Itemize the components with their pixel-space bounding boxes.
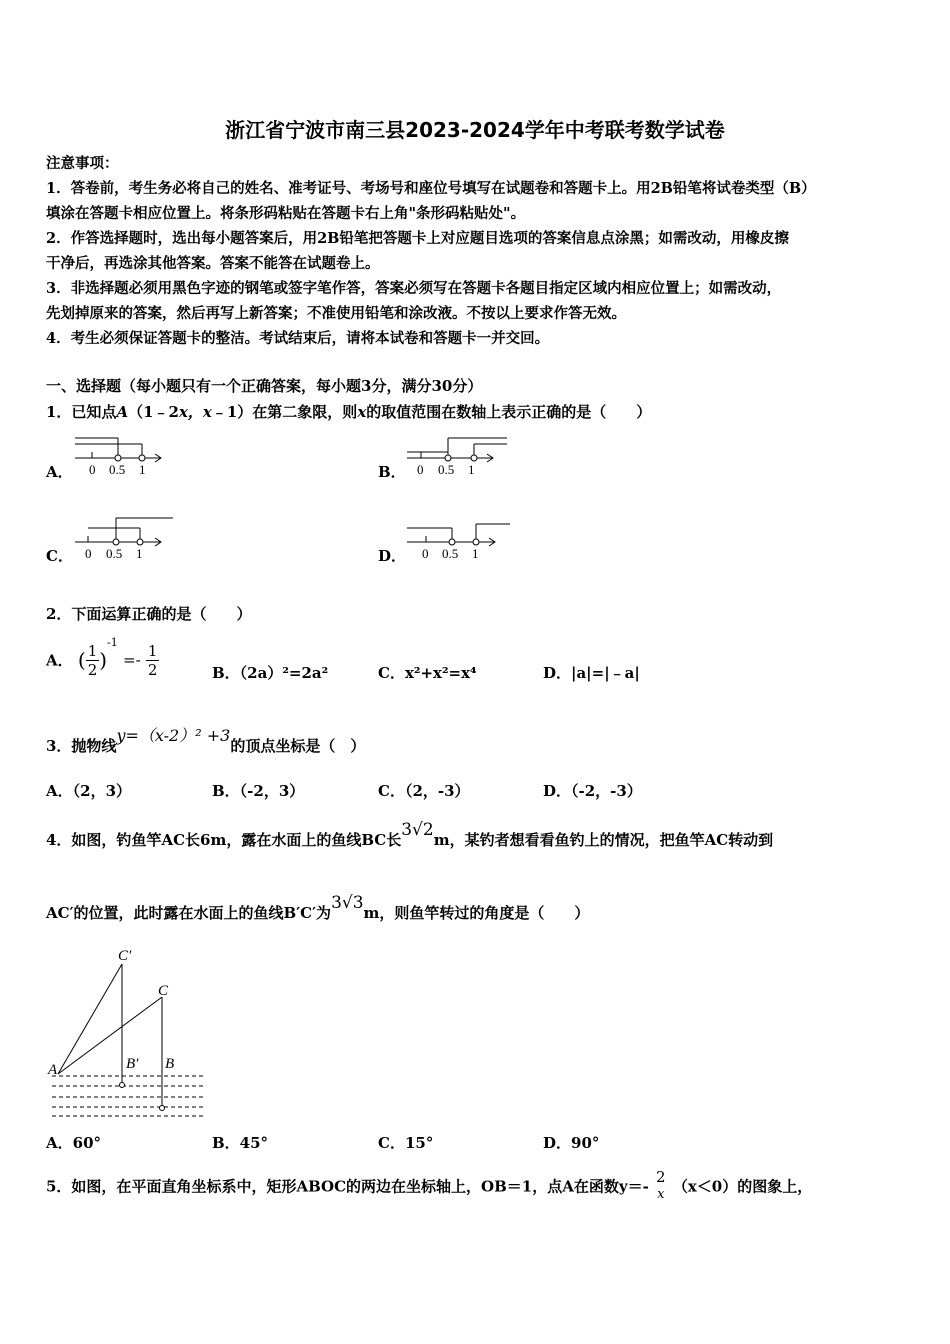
tick-05: 0.5 — [438, 462, 455, 477]
q5-stem — [46, 1168, 812, 1204]
q2-option-c: C．x²+x²=x⁴ — [378, 664, 477, 682]
q3-formula: y=（x-2）² +3 — [116, 726, 231, 745]
q3-option-a: A．（2，3） — [46, 782, 132, 800]
q1-option-a-label: A． — [46, 463, 73, 481]
q4-line1a: 4．如图，钓鱼竿AC长6m，露在水面上的鱼线BC长 — [46, 831, 402, 849]
q3-option-d: D．（-2，-3） — [543, 782, 642, 800]
q3-stem — [46, 723, 365, 756]
q2-a-eq: =- — [123, 651, 141, 669]
tick-0: 0 — [417, 462, 424, 477]
tick-1: 1 — [139, 462, 146, 477]
tick-1: 1 — [472, 546, 479, 561]
notice-item-3b: 先划掉原来的答案，然后再写上新答案；不准使用铅笔和涂改液。不按以上要求作答无效。 — [46, 305, 626, 322]
q2-option-a — [46, 636, 159, 679]
q2-a-close-paren: ) — [99, 648, 108, 672]
q1-option-b-label: B． — [378, 463, 406, 481]
q4-root2: 3√3 — [331, 893, 364, 913]
tick-0: 0 — [422, 546, 429, 561]
label-b: B — [165, 1056, 175, 1072]
q5-frac-den: x — [657, 1187, 665, 1202]
q2-a-open-paren: ( — [77, 648, 86, 672]
q4-line1 — [46, 820, 773, 850]
q1-var3: x — [357, 403, 367, 421]
notice-item-1b: 填涂在答题卡相应位置上。将条形码粘贴在答题卡右上角"条形码粘贴处"。 — [46, 205, 526, 222]
q3-option-c: C．（2，-3） — [378, 782, 470, 800]
q4-option-d: D．90° — [543, 1134, 600, 1152]
q4-option-b: B．45° — [212, 1134, 269, 1152]
q4-line2 — [46, 893, 589, 923]
label-a: A — [48, 1062, 58, 1078]
q2-a-frac1 — [86, 642, 100, 679]
notice-block — [46, 151, 916, 351]
q2-a-den: 2 — [87, 660, 98, 679]
tick-05: 0.5 — [109, 462, 126, 477]
tick-1: 1 — [468, 462, 475, 477]
q2-a-exp: -1 — [107, 636, 118, 649]
notice-item-4: 4．考生必须保证答题卡的整洁。考试结束后，请将本试卷和答题卡一并交回。 — [46, 330, 550, 347]
q2-a-frac2 — [146, 642, 160, 679]
q3-option-b: B．（-2，3） — [212, 782, 305, 800]
q3-stem-a: 3．抛物线 — [46, 737, 117, 755]
q2-stem: 2．下面运算正确的是（ ） — [46, 605, 252, 623]
q2-a-den2: 2 — [147, 660, 158, 679]
q3-stem-b: 的顶点坐标是（ ） — [230, 737, 366, 755]
notice-heading: 注意事项： — [46, 155, 119, 172]
section-heading: 一、选择题（每小题只有一个正确答案，每小题3分，满分30分） — [46, 377, 483, 395]
q1-option-a-numberline — [70, 430, 170, 478]
q2-option-b: B．（2a）²=2a² — [212, 664, 329, 682]
tick-1: 1 — [136, 546, 143, 561]
q1-stem-c: ﹣1）在第二象限，则 — [211, 403, 358, 421]
q4-line2a: AC′的位置，此时露在水面上的鱼线B′C′为 — [46, 904, 332, 922]
notice-item-2b: 干净后，再选涂其他答案。答案不能答在试题卷上。 — [46, 255, 380, 272]
notice-item-1a: 1．答卷前，考生务必将自己的姓名、准考证号、考场号和座位号填写在试题卷和答题卡上。用2B铅笔将试卷类型（B） — [46, 180, 816, 197]
q1-stem-d: 的取值范围在数轴上表示正确的是（ ） — [366, 403, 652, 421]
q1-stem-b: （1﹣2 — [128, 403, 179, 421]
q4-line2b: m，则鱼竿转过的角度是（ ） — [363, 904, 590, 922]
tick-05: 0.5 — [106, 546, 123, 561]
notice-item-2a: 2．作答选择题时，选出每小题答案后，用2B铅笔把答题卡上对应题目选项的答案信息点涂黑；如需改动，用橡皮擦 — [46, 230, 789, 247]
q1-option-d-numberline — [402, 514, 517, 562]
q2-a-num: 1 — [87, 641, 98, 660]
tick-0: 0 — [85, 546, 92, 561]
tick-05: 0.5 — [442, 546, 459, 561]
q1-stem-a: 1．已知点 — [46, 403, 117, 421]
q1-var1: x， — [178, 403, 203, 421]
q2-option-d: D．|a|=|﹣a| — [543, 664, 640, 682]
q1-option-d-label: D． — [378, 547, 407, 565]
q4-option-c: C．15° — [378, 1134, 434, 1152]
q1-option-b-numberline — [402, 430, 512, 478]
q5-stem-b: （x＜0）的图象上， — [672, 1177, 813, 1196]
label-c-prime: C′ — [118, 948, 132, 964]
q1-point: A — [116, 403, 129, 421]
exam-title: 浙江省宁波市南三县2023-2024学年中考联考数学试卷 — [225, 118, 725, 142]
q5-frac-num: 2 — [656, 1168, 666, 1186]
notice-item-3a: 3．非选择题必须用黑色字迹的钢笔或签字笔作答，答案必须写在答题卡各题目指定区域内相应位置上；如需改动， — [46, 280, 782, 297]
q1-stem — [46, 401, 651, 422]
q4-line1b: m，某钓者想看看鱼钓上的情况，把鱼竿AC转动到 — [433, 831, 774, 849]
label-c: C — [158, 983, 169, 999]
q1-var2: x — [202, 403, 212, 421]
q4-figure — [44, 940, 209, 1120]
q5-stem-a: 5．如图，在平面直角坐标系中，矩形ABOC的两边在坐标轴上，OB＝1，点A在函数y＝- — [46, 1177, 649, 1196]
q1-option-c-label: C． — [46, 547, 73, 565]
q5-frac — [654, 1168, 668, 1204]
q4-root1: 3√2 — [401, 820, 434, 840]
q2-option-a-label: A． — [46, 651, 73, 670]
q4-option-a: A．60° — [46, 1134, 102, 1152]
label-b-prime: B′ — [126, 1056, 139, 1072]
q2-a-num2: 1 — [147, 641, 158, 660]
tick-0: 0 — [89, 462, 96, 477]
q1-option-c-numberline — [70, 514, 180, 562]
